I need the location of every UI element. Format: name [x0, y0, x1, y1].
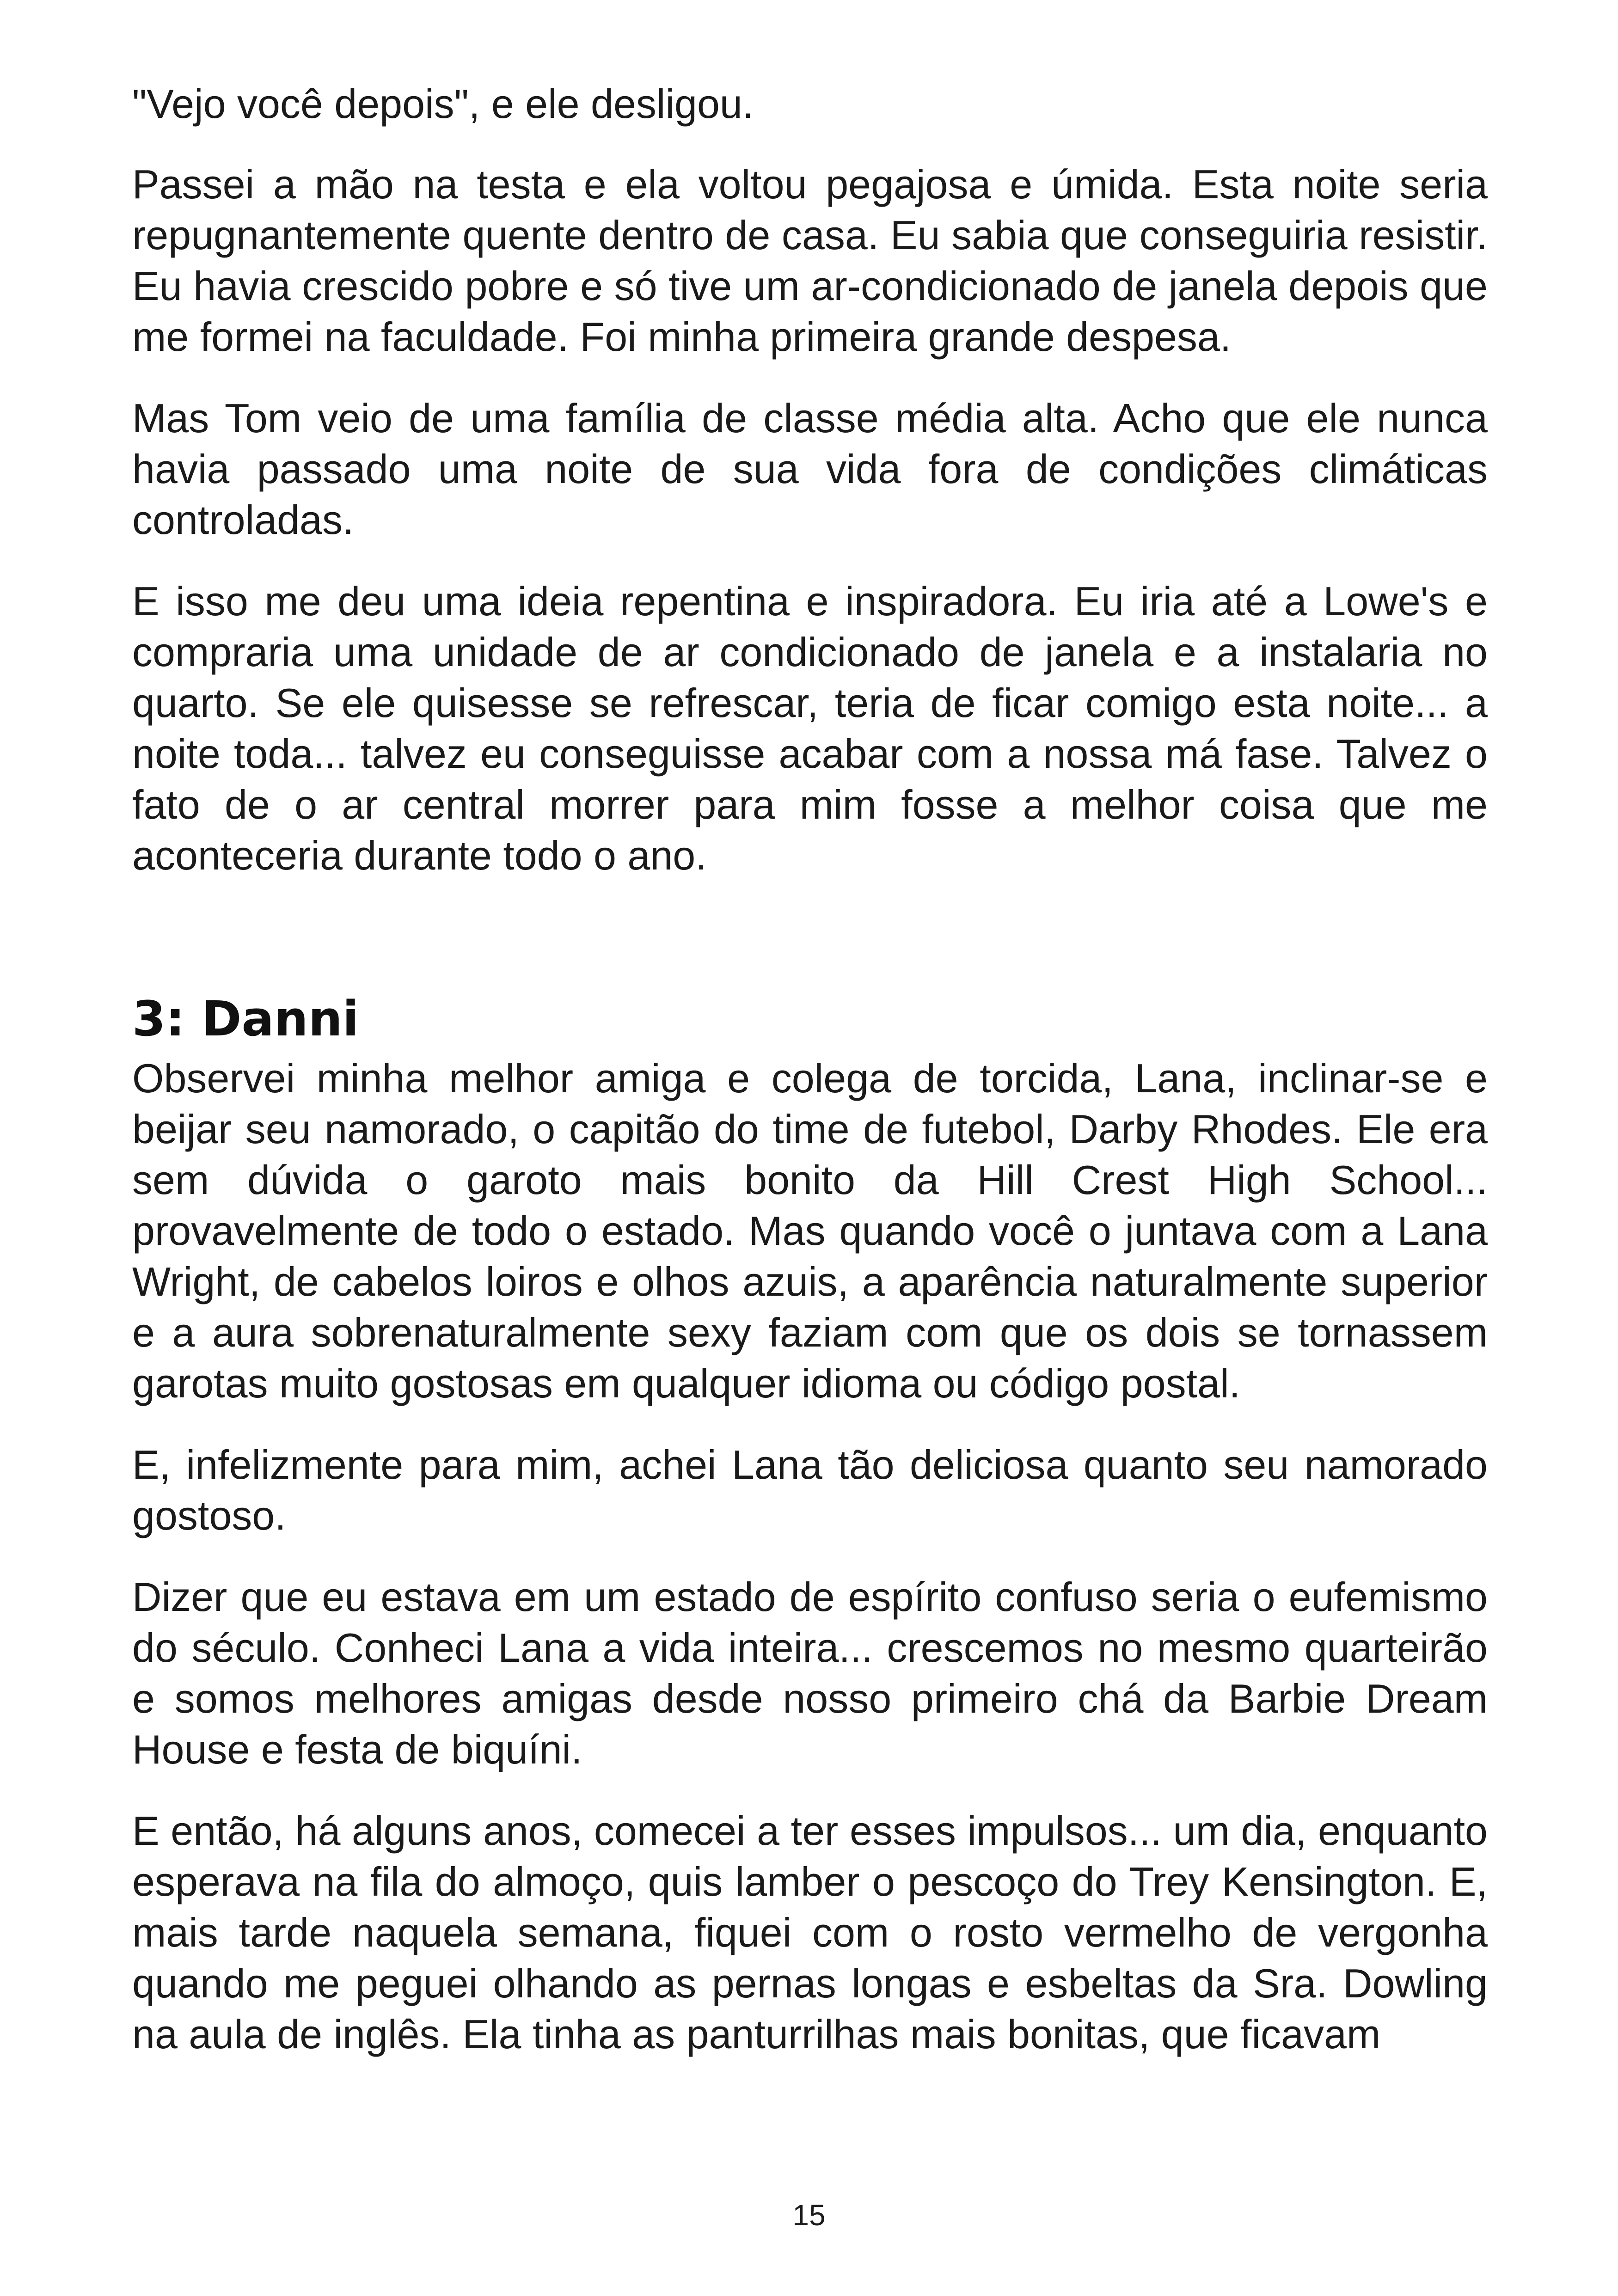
paragraph: Observei minha melhor amiga e colega de torcida, Lana, inclinar-se e beijar seu namorado, o capitão do time de futebol, Darby Rhodes. Ele era sem dúvida o garoto mais bonito da Hill Crest High School... provavelmente de todo o estado. Mas quando você o juntava com a Lana Wright, de cabelos loiros e olhos azuis, a aparência naturalmente superior e a aura sobrenaturalmente sexy faziam com que os dois se tornassem garotas muito gostosas em qualquer idioma ou código postal.	[132, 1055, 1488, 1406]
paragraph: Passei a mão na testa e ela voltou pegajosa e úmida. Esta noite seria repugnantemente quente dentro de casa. Eu sabia que conseguiria resistir. Eu havia crescido pobre e só tive um ar-condicionado de janela depois que me formei na faculdade. Foi minha primeira grande despesa.	[132, 161, 1488, 360]
page-body	[132, 79, 1488, 2090]
paragraph: Mas Tom veio de uma família de classe média alta. Acho que ele nunca havia passado uma noite de sua vida fora de condições climáticas controladas.	[132, 395, 1488, 543]
paragraph: E isso me deu uma ideia repentina e inspiradora. Eu iria até a Lowe's e compraria uma unidade de ar condicionado de janela e a instalaria no quarto. Se ele quisesse se refrescar, teria de ficar comigo esta noite... a noite toda... talvez eu conseguisse acabar com a nossa má fase. Talvez o fato de o ar central morrer para mim fosse a melhor coisa que me aconteceria durante todo o ano.	[132, 578, 1488, 878]
page-number: 15	[792, 2198, 826, 2232]
paragraph: Dizer que eu estava em um estado de espírito confuso seria o eufemismo do século. Conheci Lana a vida inteira... crescemos no mesmo quarteirão e somos melhores amigas desde nosso primeiro chá da Barbie Dream House e festa de biquíni.	[132, 1574, 1488, 1772]
chapter-heading: 3: Danni	[132, 991, 359, 1047]
paragraph: E, infelizmente para mim, achei Lana tão deliciosa quanto seu namorado gostoso.	[132, 1442, 1488, 1538]
chapter-section	[132, 987, 1488, 2060]
paragraph: "Vejo você depois", e ele desligou.	[132, 81, 754, 127]
paragraph: E então, há alguns anos, comecei a ter esses impulsos... um dia, enquanto esperava na fila do almoço, quis lamber o pescoço do Trey Kensington. E, mais tarde naquela semana, fiquei com o rosto vermelho de vergonha quando me peguei olhando as pernas longas e esbeltas da Sra. Dowling na aula de inglês. Ela tinha as panturrilhas mais bonitas, que ficavam	[132, 1808, 1488, 2057]
